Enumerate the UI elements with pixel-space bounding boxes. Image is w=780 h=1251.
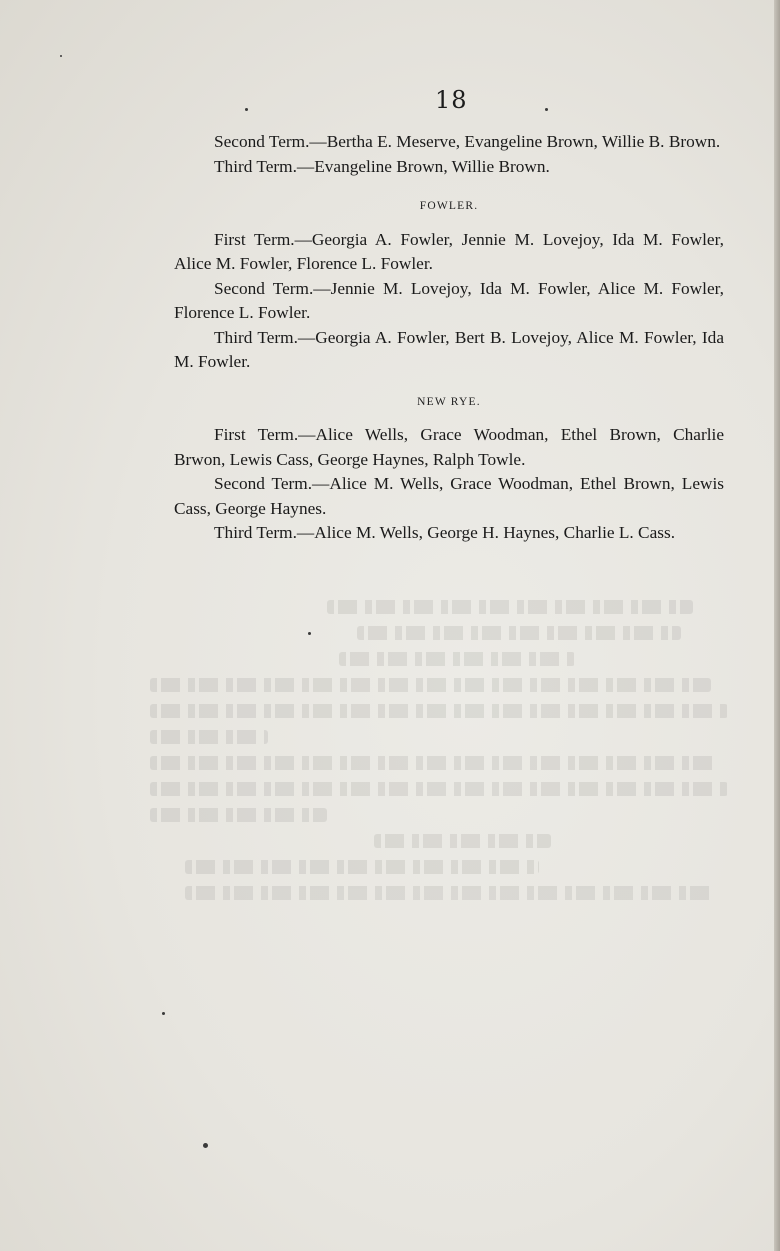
bleed-through-text [150,600,740,1020]
paragraph: Second Term.—Bertha E. Meserve, Evangeline Brown, Willie B. Brown. [214,132,721,151]
page-number: 18 [435,86,468,114]
paragraph: Second Term.—Jennie M. Lovejoy, Ida M. Fowler, Alice M. Fowler, Florence L. Fowler. [174,278,724,322]
paragraph: Third Term.—Alice M. Wells, George H. Haynes, Charlie L. Cass. [214,523,676,542]
ink-speck [203,1143,208,1148]
ink-speck [245,108,248,111]
ink-speck [308,632,311,635]
paragraph: Third Term.—Evangeline Brown, Willie Brown. [214,156,550,176]
paragraph: First Term.—Alice Wells, Grace Woodman, Ethel Brown, Charlie Brwon, Lewis Cass, George Haynes, Ralph Towle. [174,425,724,469]
ink-speck [60,55,62,57]
section-heading: NEW RYE. [417,395,481,408]
section [174,390,724,546]
page-edge-shadow [774,0,780,1251]
document-body [174,130,724,546]
paragraph: Second Term.—Alice M. Wells, Grace Woodman, Ethel Brown, Lewis Cass, George Haynes. [174,474,724,518]
section [174,130,724,179]
paragraph: Third Term.—Georgia A. Fowler, Bert B. Lovejoy, Alice M. Fowler, Ida M. Fowler. [174,327,724,371]
paragraph: First Term.—Georgia A. Fowler, Jennie M. Lovejoy, Ida M. Fowler, Alice M. Fowler, Florence L. Fowler. [174,229,724,273]
section-heading: FOWLER. [419,200,479,212]
ink-speck [162,1012,165,1015]
ink-speck [545,108,548,111]
section [174,194,724,375]
